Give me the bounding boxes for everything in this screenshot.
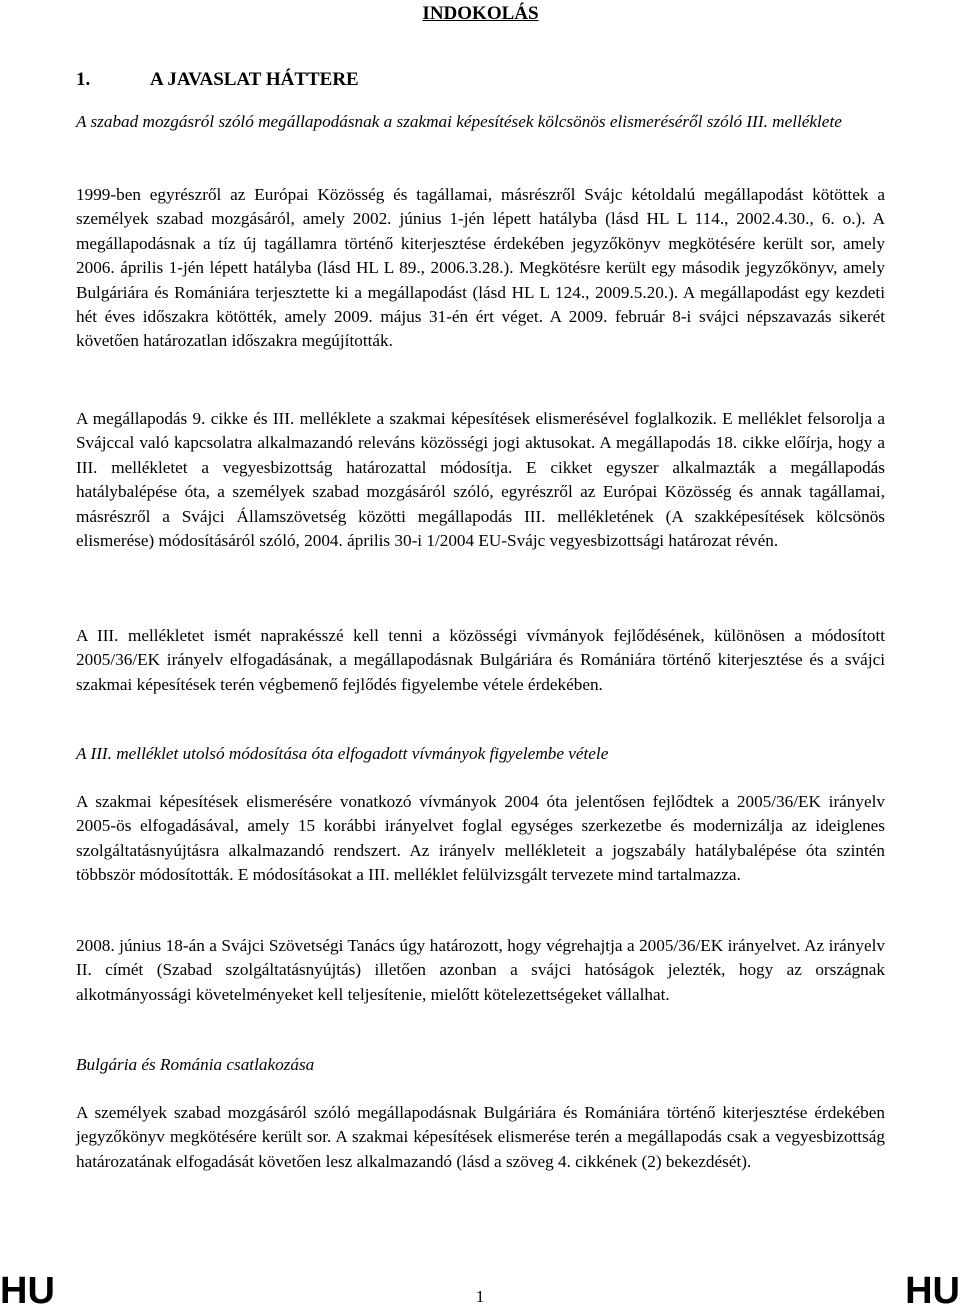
paragraph-article-9: A megállapodás 9. cikke és III. melléklete a szakmai képesítések elismerésével foglalkozik. E melléklet felsorolja a Svájccal való kapcsolatra alkalmazandó releváns közösségi jogi aktusokat. A megállapodás 18. cikke előírja, hogy a III. mellékletet a vegyesbizottság határozattal módosítja. E cikket egyszer alkalmazták a megállapodás hatálybalépése óta, a személyek szabad mozgásáról szóló, egyrészről az Európai Közösség és annak tagállamai, másrészről a Svájci Államszövetség közötti megállapodás III. mellékletének (A szakképesítések kölcsönös elismerése) módosításáról szóló, 2004. április 30-i 1/2004 EU-Svájc vegyesbizottsági határozat révén. <box>76 409 885 551</box>
paragraph-swiss-decision: 2008. június 18-án a Svájci Szövetségi Tanács úgy határozott, hogy végrehajtja a 2005/36/EK irányelvet. Az irányelv II. címét (Szabad szolgáltatásnyújtás) illetően azonban a svájci hatóságok jelezték, hogy az országnak alkotmányossági követelményeket kell teljesítenie, mielőtt kötelezettségeket vállalhat. <box>76 936 885 1004</box>
footer-language-code-left: HU <box>0 1270 55 1312</box>
paragraph-bulgaria-romania: A személyek szabad mozgásáról szóló megállapodásnak Bulgáriára és Romániára történő kiterjesztése érdekében jegyzőkönyv megkötésére került sor. A szakmai képesítések elismerése terén a megállapodás csak a vegyesbizottság határozatának elfogadását követően lesz alkalmazandó (lásd a szöveg 4. cikkének (2) bekezdését). <box>76 1103 885 1171</box>
page-number: 1 <box>475 1287 485 1306</box>
section-number: 1. <box>76 69 91 90</box>
section-heading <box>76 68 359 92</box>
footer-language-code-right: HU <box>905 1270 960 1312</box>
document-title: INDOKOLÁS <box>422 3 539 24</box>
subheading-acquis: A III. melléklet utolsó módosítása óta elfogadott vívmányok figyelembe vétele <box>76 744 609 763</box>
subheading-annex: A szabad mozgásról szóló megállapodásnak a szakmai képesítések kölcsönös elismeréséről szóló III. melléklete <box>76 112 842 131</box>
section-title: A JAVASLAT HÁTTERE <box>150 69 359 90</box>
subheading-bulgaria-romania: Bulgária és Románia csatlakozása <box>76 1055 315 1074</box>
paragraph-acquis: A szakmai képesítések elismerésére vonatkozó vívmányok 2004 óta jelentősen fejlődtek a 2005/36/EK irányelv 2005-ös elfogadásával, amely 15 korábbi irányelvet foglal egységes szerkezetbe és modernizálja az ideiglenes szolgáltatásnyújtásra alkalmazandó rendszert. Az irányelv mellékleteit a jogszabály hatálybalépése óta szintén többször módosították. E módosításokat a III. melléklet felülvizsgált tervezete mind tartalmazza. <box>76 792 885 885</box>
paragraph-background: 1999-ben egyrészről az Európai Közösség és tagállamai, másrészről Svájc kétoldalú megállapodást kötöttek a személyek szabad mozgásáról, amely 2002. június 1-jén lépett hatályba (lásd HL L 114., 2002.4.30., 6. o.). A megállapodásnak a tíz új tagállamra történő kiterjesztése érdekében jegyzőkönyv megkötésére került sor, amely 2006. április 1-jén lépett hatályba (lásd HL L 89., 2006.3.28.). Megkötésre került egy második jegyzőkönyv, amely Bulgáriára és Romániára terjesztette ki a megállapodást (lásd HL L 124., 2009.5.20.). A megállapodást egy kezdeti hét éves időszakra kötötték, amely 2009. május 31-én ért véget. A 2009. február 8-i svájci népszavazás sikerét követően határozatlan időszakra megújították. <box>76 185 885 351</box>
paragraph-update-need: A III. mellékletet ismét naprakésszé kell tenni a közösségi vívmányok fejlődésének, különösen a módosított 2005/36/EK irányelv elfogadásának, a megállapodásnak Bulgáriára és Romániára történő kiterjesztése és a svájci szakmai képesítések terén végbemenő fejlődés figyelembe vétele érdekében. <box>76 626 885 694</box>
